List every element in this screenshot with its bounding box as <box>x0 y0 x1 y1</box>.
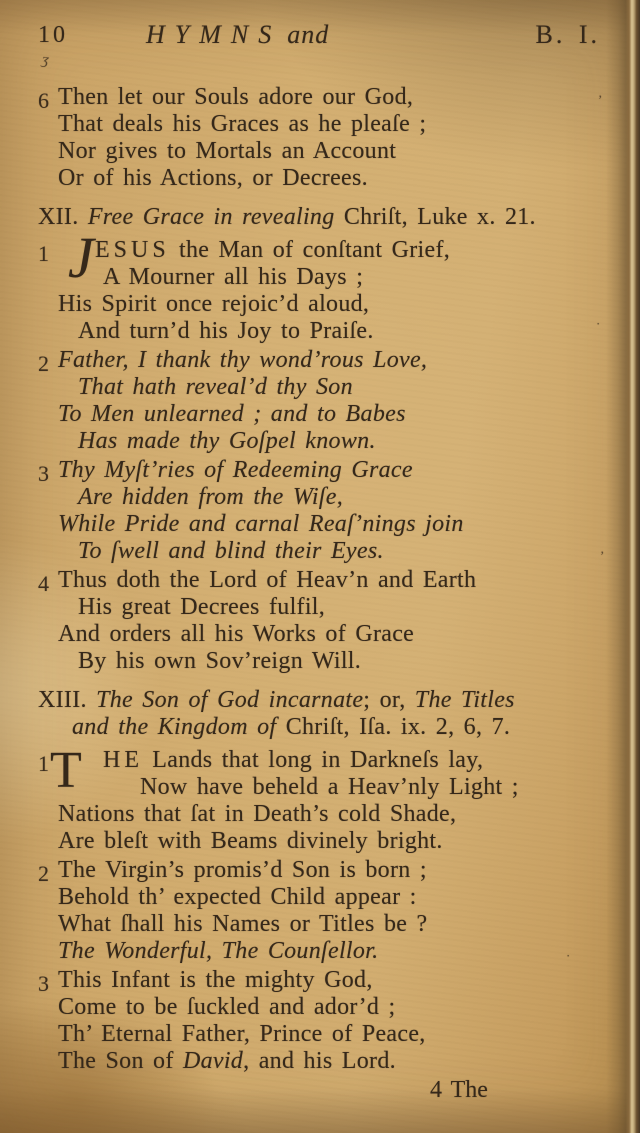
running-title-and: and <box>287 20 330 49</box>
verse-segment: XIII. <box>38 687 97 713</box>
verse-line <box>58 994 606 1021</box>
verse-segment: Nations that ſat in Death’s cold Shade, <box>58 801 457 827</box>
verse-segment: Has made thy Goſpel known. <box>78 428 376 454</box>
verse-segment: XII. <box>38 204 88 230</box>
verse-line <box>38 687 606 714</box>
verse-line <box>58 648 606 675</box>
verse-segment: Thus doth the Lord of Heav’n and Earth <box>58 567 477 593</box>
verse-line <box>58 237 606 264</box>
verse-segment: Free Grace in revealing <box>87 204 344 230</box>
hymn-stanza <box>38 567 606 675</box>
stanza-number: 6 <box>38 88 49 113</box>
verse-line <box>58 428 606 455</box>
verse-line <box>58 967 606 994</box>
verse-segment: The Son of <box>58 1048 183 1074</box>
verse-segment: Behold th’ expected Child appear : <box>58 884 417 910</box>
verse-segment: HE <box>103 747 143 773</box>
verse-line <box>58 938 606 965</box>
verse-segment: The Wonderful, The Counſellor. <box>58 938 379 964</box>
verse-line <box>58 1048 606 1075</box>
running-title <box>146 20 329 50</box>
verse-segment: Come to be ſuckled and ador’d ; <box>58 994 396 1020</box>
verse-segment: ; or, <box>363 687 415 713</box>
verse-segment: His Spirit once rejoic’d aloud, <box>58 291 370 317</box>
verse-line <box>58 801 606 828</box>
verse-segment: Nor gives to Mortals an Account <box>58 138 397 164</box>
verse-line <box>58 111 606 138</box>
ink-speck: ’ <box>598 92 603 107</box>
verse-segment: Thy Myſt’ries of Redeeming Grace <box>58 457 413 483</box>
verse-line <box>58 774 606 801</box>
page-number: 10 <box>38 22 68 48</box>
stanza-number: 1 <box>38 751 49 776</box>
book-label: B. I. <box>535 20 600 49</box>
verse-line <box>58 747 606 774</box>
verse-line <box>58 291 606 318</box>
ink-speck: ’ <box>600 548 605 563</box>
stanza-number: 3 <box>38 971 49 996</box>
hymn-stanza <box>38 84 606 192</box>
verse-line <box>58 911 606 938</box>
verse-line <box>58 567 606 594</box>
verse-line <box>58 264 606 291</box>
verse-segment: Now have beheld a Heav’nly Light ; <box>140 774 519 800</box>
catchword: 4 The <box>430 1077 488 1103</box>
verse-line <box>58 1021 606 1048</box>
verse-segment: ESUS <box>95 237 170 263</box>
hymn-heading <box>38 204 606 231</box>
verse-line <box>38 714 606 741</box>
verse-line <box>58 594 606 621</box>
verse-line <box>58 884 606 911</box>
verse-segment: Father, I thank thy wond’rous Love, <box>58 347 428 373</box>
verse-line <box>58 511 606 538</box>
verse-segment: Or of his Actions, or Decrees. <box>58 165 368 191</box>
verse-segment: While Pride and carnal Reaſ’nings join <box>58 511 464 537</box>
verse-line <box>58 484 606 511</box>
verse-line <box>58 84 606 111</box>
verse-segment: Th’ Eternal Father, Prince of Peace, <box>58 1021 426 1047</box>
verse-line <box>58 538 606 565</box>
verse-segment: That hath reveal’d thy Son <box>78 374 353 400</box>
verse-segment: His great Decrees fulfil, <box>78 594 326 620</box>
hymn-text <box>0 84 640 1075</box>
verse-segment: the Man of conſtant Grief, <box>169 237 451 263</box>
hymn-stanza <box>38 225 606 345</box>
verse-segment: And turn’d his Joy to Praiſe. <box>78 318 374 344</box>
verse-line <box>58 318 606 345</box>
hymn-stanza <box>38 347 606 455</box>
hymn-stanza <box>38 742 606 855</box>
verse-segment: That deals his Graces as he pleaſe ; <box>58 111 427 137</box>
hymn-heading <box>38 687 606 741</box>
hymn-stanza <box>38 857 606 965</box>
verse-segment: Chriſt, Luke x. 21. <box>343 204 536 230</box>
verse-line <box>58 347 606 374</box>
verse-segment: Then let our Souls adore our God, <box>58 84 414 110</box>
stanza-number: 4 <box>38 571 49 596</box>
verse-segment: What ſhall his Names or Titles be ? <box>58 911 428 937</box>
verse-segment: This Infant is the mighty God, <box>58 967 373 993</box>
dropcap-initial: T <box>50 742 82 799</box>
verse-line <box>58 138 606 165</box>
verse-line <box>58 401 606 428</box>
verse-segment: The Son of God incarnate <box>96 687 364 713</box>
verse-segment: Are hidden from the Wiſe, <box>78 484 344 510</box>
page-header <box>0 20 640 54</box>
verse-segment: By his own Sov’reign Will. <box>78 648 362 674</box>
verse-segment: Lands that long in Darkneſs lay, <box>143 747 484 773</box>
verse-segment: David <box>182 1048 244 1074</box>
verse-line <box>58 457 606 484</box>
verse-segment: Chriſt, Iſa. ix. 2, 6, 7. <box>285 714 511 740</box>
verse-segment: A Mourner all his Days ; <box>103 264 364 290</box>
verse-segment: To Men unlearned ; and to Babes <box>58 401 406 427</box>
verse-segment: The Virgin’s promis’d Son is born ; <box>58 857 427 883</box>
stanza-number: 2 <box>38 861 49 886</box>
stanza-number: 1 <box>38 241 49 266</box>
verse-segment: , and his Lord. <box>243 1048 396 1074</box>
stanza-number: 2 <box>38 351 49 376</box>
verse-line <box>38 204 606 231</box>
hymn-stanza <box>38 967 606 1075</box>
verse-line <box>58 374 606 401</box>
verse-segment: The Titles <box>414 687 515 713</box>
verse-line <box>58 857 606 884</box>
verse-segment: To ſwell and blind their Eyes. <box>78 538 384 564</box>
ink-blot-mark: ʒ <box>40 51 50 69</box>
dropcap-initial: J <box>68 225 94 290</box>
verse-line <box>58 621 606 648</box>
running-title-caps: HYMNS <box>146 20 282 49</box>
verse-segment: and the Kingdom of <box>72 714 286 740</box>
verse-line <box>58 165 606 192</box>
verse-segment: And orders all his Works of Grace <box>58 621 415 647</box>
hymn-stanza <box>38 457 606 565</box>
ink-speck: · <box>566 948 571 963</box>
verse-line <box>58 828 606 855</box>
stanza-number: 3 <box>38 461 49 486</box>
ink-speck: · <box>596 316 601 331</box>
verse-segment: Are bleſt with Beams divinely bright. <box>58 828 443 854</box>
